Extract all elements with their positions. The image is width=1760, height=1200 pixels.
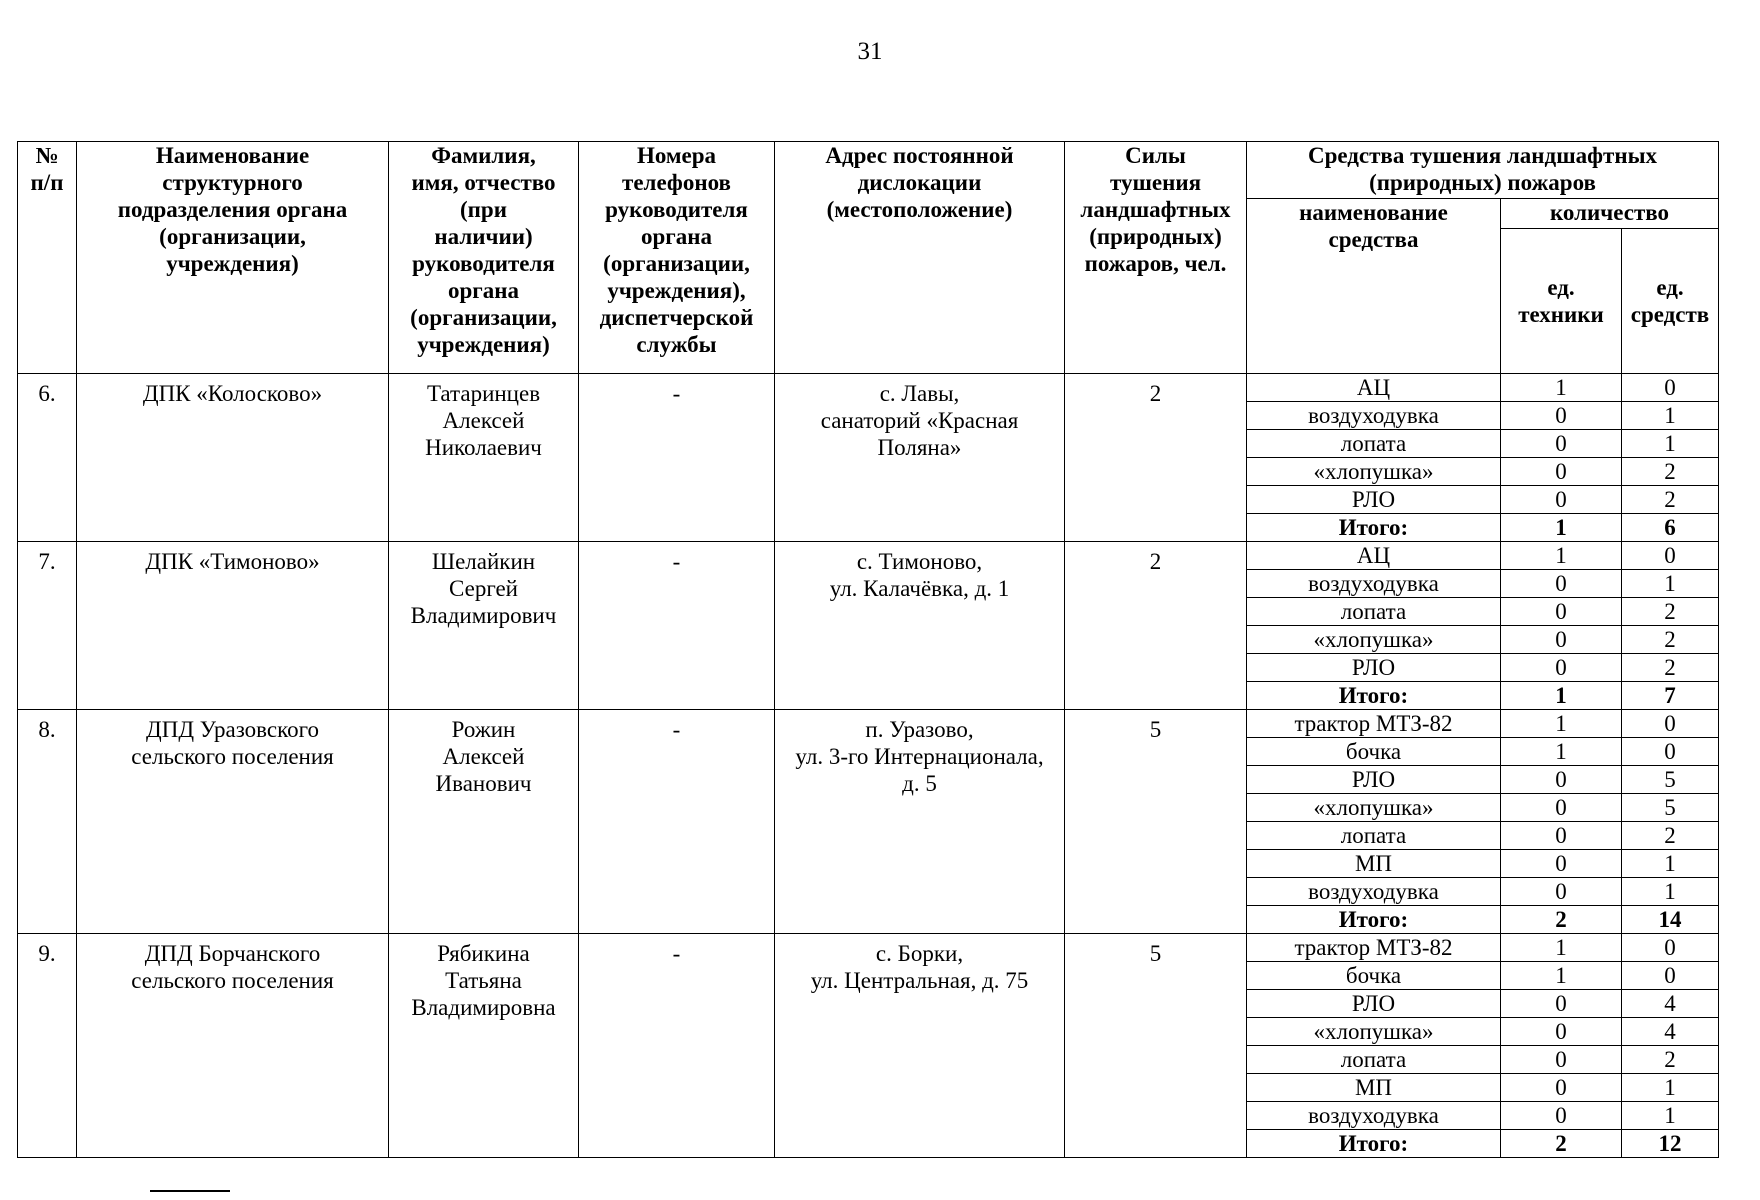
cell-head [389,374,579,542]
cell-head-text: Татаринцев Алексей Николаевич [425,381,542,460]
cell-units-means: 2 [1622,486,1719,514]
cell-units-means: 2 [1622,598,1719,626]
cell-units-means: 2 [1622,654,1719,682]
header-address: Адрес постоянной дислокации (местоположение) [775,142,1065,374]
cell-address-text: п. Уразово, ул. 3-го Интернационала, д. 5 [795,717,1044,796]
cell-means-name: лопата [1247,598,1501,626]
cell-units-tech: 0 [1501,1046,1622,1074]
cell-address-text: с. Борки, ул. Центральная, д. 75 [810,941,1029,993]
cell-unit [77,710,389,934]
header-quantity: количество [1501,199,1719,229]
cell-phones-text: - [672,381,681,406]
cell-forces-text: 2 [1149,381,1162,406]
cell-means-name: Итого: [1247,514,1501,542]
cell-units-means: 14 [1622,906,1719,934]
cell-units-tech: 0 [1501,402,1622,430]
cell-unit-text: ДПК «Колосково» [142,381,323,406]
header-forces: Силы тушения ландшафтных (природных) пожаров, чел. [1065,142,1247,374]
cell-means-name: РЛО [1247,486,1501,514]
cell-head [389,934,579,1158]
cell-means-name: «хлопушка» [1247,794,1501,822]
cell-num-text: 6. [38,381,56,406]
cell-phones [579,374,775,542]
cell-means-name: «хлопушка» [1247,1018,1501,1046]
cell-unit-text: ДПК «Тимоново» [145,549,320,574]
cell-num-text: 8. [38,717,56,742]
cell-phones-text: - [672,941,681,966]
cell-means-name: АЦ [1247,542,1501,570]
header-unit: Наименование структурного подразделения органа (организации, учреждения) [77,142,389,374]
table-row [18,542,1719,570]
cell-means-name: бочка [1247,962,1501,990]
cell-phones [579,542,775,710]
table-row [18,710,1719,738]
cell-unit [77,542,389,710]
cell-units-means: 2 [1622,458,1719,486]
cell-means-name: АЦ [1247,374,1501,402]
cell-num [18,542,77,710]
cell-address-text: с. Тимоново, ул. Калачёвка, д. 1 [829,549,1010,601]
cell-num [18,934,77,1158]
cell-address-text: с. Лавы, санаторий «Красная Поляна» [820,381,1019,460]
cell-forces-text: 5 [1149,941,1162,966]
cell-means-name: лопата [1247,430,1501,458]
cell-head [389,542,579,710]
cell-units-tech: 2 [1501,906,1622,934]
cell-unit-text: ДПД Борчанского сельского поселения [131,941,334,993]
cell-head-text: Рябикина Татьяна Владимировна [411,941,556,1020]
cell-means-name: Итого: [1247,906,1501,934]
cell-forces [1065,374,1247,542]
cell-means-name: воздуходувка [1247,878,1501,906]
cell-address [775,934,1065,1158]
header-head: Фамилия, имя, отчество (при наличии) руководителя органа (организации, учреждения) [389,142,579,374]
cell-units-tech: 1 [1501,710,1622,738]
cell-forces [1065,710,1247,934]
table-row [18,374,1719,402]
cell-units-means: 5 [1622,766,1719,794]
cell-units-tech: 0 [1501,486,1622,514]
cell-means-name: «хлопушка» [1247,458,1501,486]
cell-units-means: 1 [1622,570,1719,598]
cell-units-tech: 0 [1501,626,1622,654]
cell-phones-text: - [672,549,681,574]
cell-means-name: РЛО [1247,766,1501,794]
cell-units-tech: 1 [1501,682,1622,710]
cell-units-means: 7 [1622,682,1719,710]
cell-units-means: 1 [1622,850,1719,878]
table-row [18,934,1719,962]
cell-units-means: 0 [1622,374,1719,402]
cell-means-name: бочка [1247,738,1501,766]
cell-units-means: 2 [1622,1046,1719,1074]
cell-units-tech: 1 [1501,738,1622,766]
cell-units-means: 1 [1622,1074,1719,1102]
cell-address [775,542,1065,710]
cell-units-tech: 2 [1501,1130,1622,1158]
cell-units-tech: 1 [1501,514,1622,542]
bottom-mark [150,1190,230,1192]
cell-forces [1065,934,1247,1158]
cell-means-name: воздуходувка [1247,1102,1501,1130]
cell-units-means: 1 [1622,1102,1719,1130]
cell-units-tech: 0 [1501,1102,1622,1130]
cell-means-name: Итого: [1247,1130,1501,1158]
cell-units-means: 2 [1622,626,1719,654]
cell-units-tech: 1 [1501,374,1622,402]
cell-means-name: воздуходувка [1247,570,1501,598]
cell-phones [579,934,775,1158]
cell-units-tech: 0 [1501,990,1622,1018]
cell-means-name: трактор МТЗ-82 [1247,710,1501,738]
cell-phones [579,710,775,934]
cell-head [389,710,579,934]
cell-units-means: 4 [1622,990,1719,1018]
cell-head-text: Шелайкин Сергей Владимирович [410,549,557,628]
cell-units-tech: 0 [1501,850,1622,878]
header-units-means: ед. средств [1622,229,1719,374]
cell-means-name: МП [1247,850,1501,878]
cell-forces [1065,542,1247,710]
cell-unit [77,374,389,542]
header-means: Средства тушения ландшафтных (природных) пожаров [1247,142,1719,199]
cell-units-tech: 0 [1501,458,1622,486]
cell-means-name: трактор МТЗ-82 [1247,934,1501,962]
cell-units-means: 0 [1622,738,1719,766]
cell-means-name: «хлопушка» [1247,626,1501,654]
table-header [18,142,1719,374]
cell-num [18,374,77,542]
cell-units-tech: 0 [1501,766,1622,794]
cell-units-means: 2 [1622,822,1719,850]
cell-units-means: 1 [1622,430,1719,458]
cell-units-means: 5 [1622,794,1719,822]
cell-units-means: 0 [1622,934,1719,962]
cell-head-text: Рожин Алексей Иванович [435,717,532,796]
header-phones: Номера телефонов руководителя органа (организации, учреждения), диспетчерской службы [579,142,775,374]
cell-unit [77,934,389,1158]
cell-units-tech: 0 [1501,822,1622,850]
cell-phones-text: - [672,717,681,742]
table-body [18,374,1719,1158]
cell-num-text: 7. [38,549,56,574]
cell-units-means: 0 [1622,542,1719,570]
cell-units-means: 0 [1622,710,1719,738]
cell-units-tech: 0 [1501,654,1622,682]
cell-units-means: 6 [1622,514,1719,542]
cell-units-means: 1 [1622,402,1719,430]
cell-unit-text: ДПД Уразовского сельского поселения [131,717,334,769]
cell-means-name: Итого: [1247,682,1501,710]
cell-means-name: лопата [1247,1046,1501,1074]
header-num: № п/п [18,142,77,374]
cell-forces-text: 2 [1149,549,1162,574]
cell-units-tech: 1 [1501,962,1622,990]
cell-units-means: 12 [1622,1130,1719,1158]
page-number: 31 [857,38,883,65]
cell-units-tech: 1 [1501,934,1622,962]
header-means-name: наименование средства [1247,199,1501,374]
cell-units-tech: 0 [1501,570,1622,598]
cell-units-means: 0 [1622,962,1719,990]
cell-units-means: 1 [1622,878,1719,906]
cell-means-name: РЛО [1247,990,1501,1018]
cell-num-text: 9. [38,941,56,966]
cell-units-tech: 1 [1501,542,1622,570]
fire-units-table [17,141,1719,1158]
cell-units-tech: 0 [1501,794,1622,822]
cell-units-tech: 0 [1501,1074,1622,1102]
cell-address [775,710,1065,934]
cell-units-tech: 0 [1501,598,1622,626]
header-units-tech: ед. техники [1501,229,1622,374]
cell-units-tech: 0 [1501,1018,1622,1046]
cell-means-name: воздуходувка [1247,402,1501,430]
cell-means-name: лопата [1247,822,1501,850]
cell-means-name: МП [1247,1074,1501,1102]
cell-address [775,374,1065,542]
cell-units-means: 4 [1622,1018,1719,1046]
cell-means-name: РЛО [1247,654,1501,682]
cell-forces-text: 5 [1149,717,1162,742]
cell-units-tech: 0 [1501,430,1622,458]
cell-num [18,710,77,934]
cell-units-tech: 0 [1501,878,1622,906]
